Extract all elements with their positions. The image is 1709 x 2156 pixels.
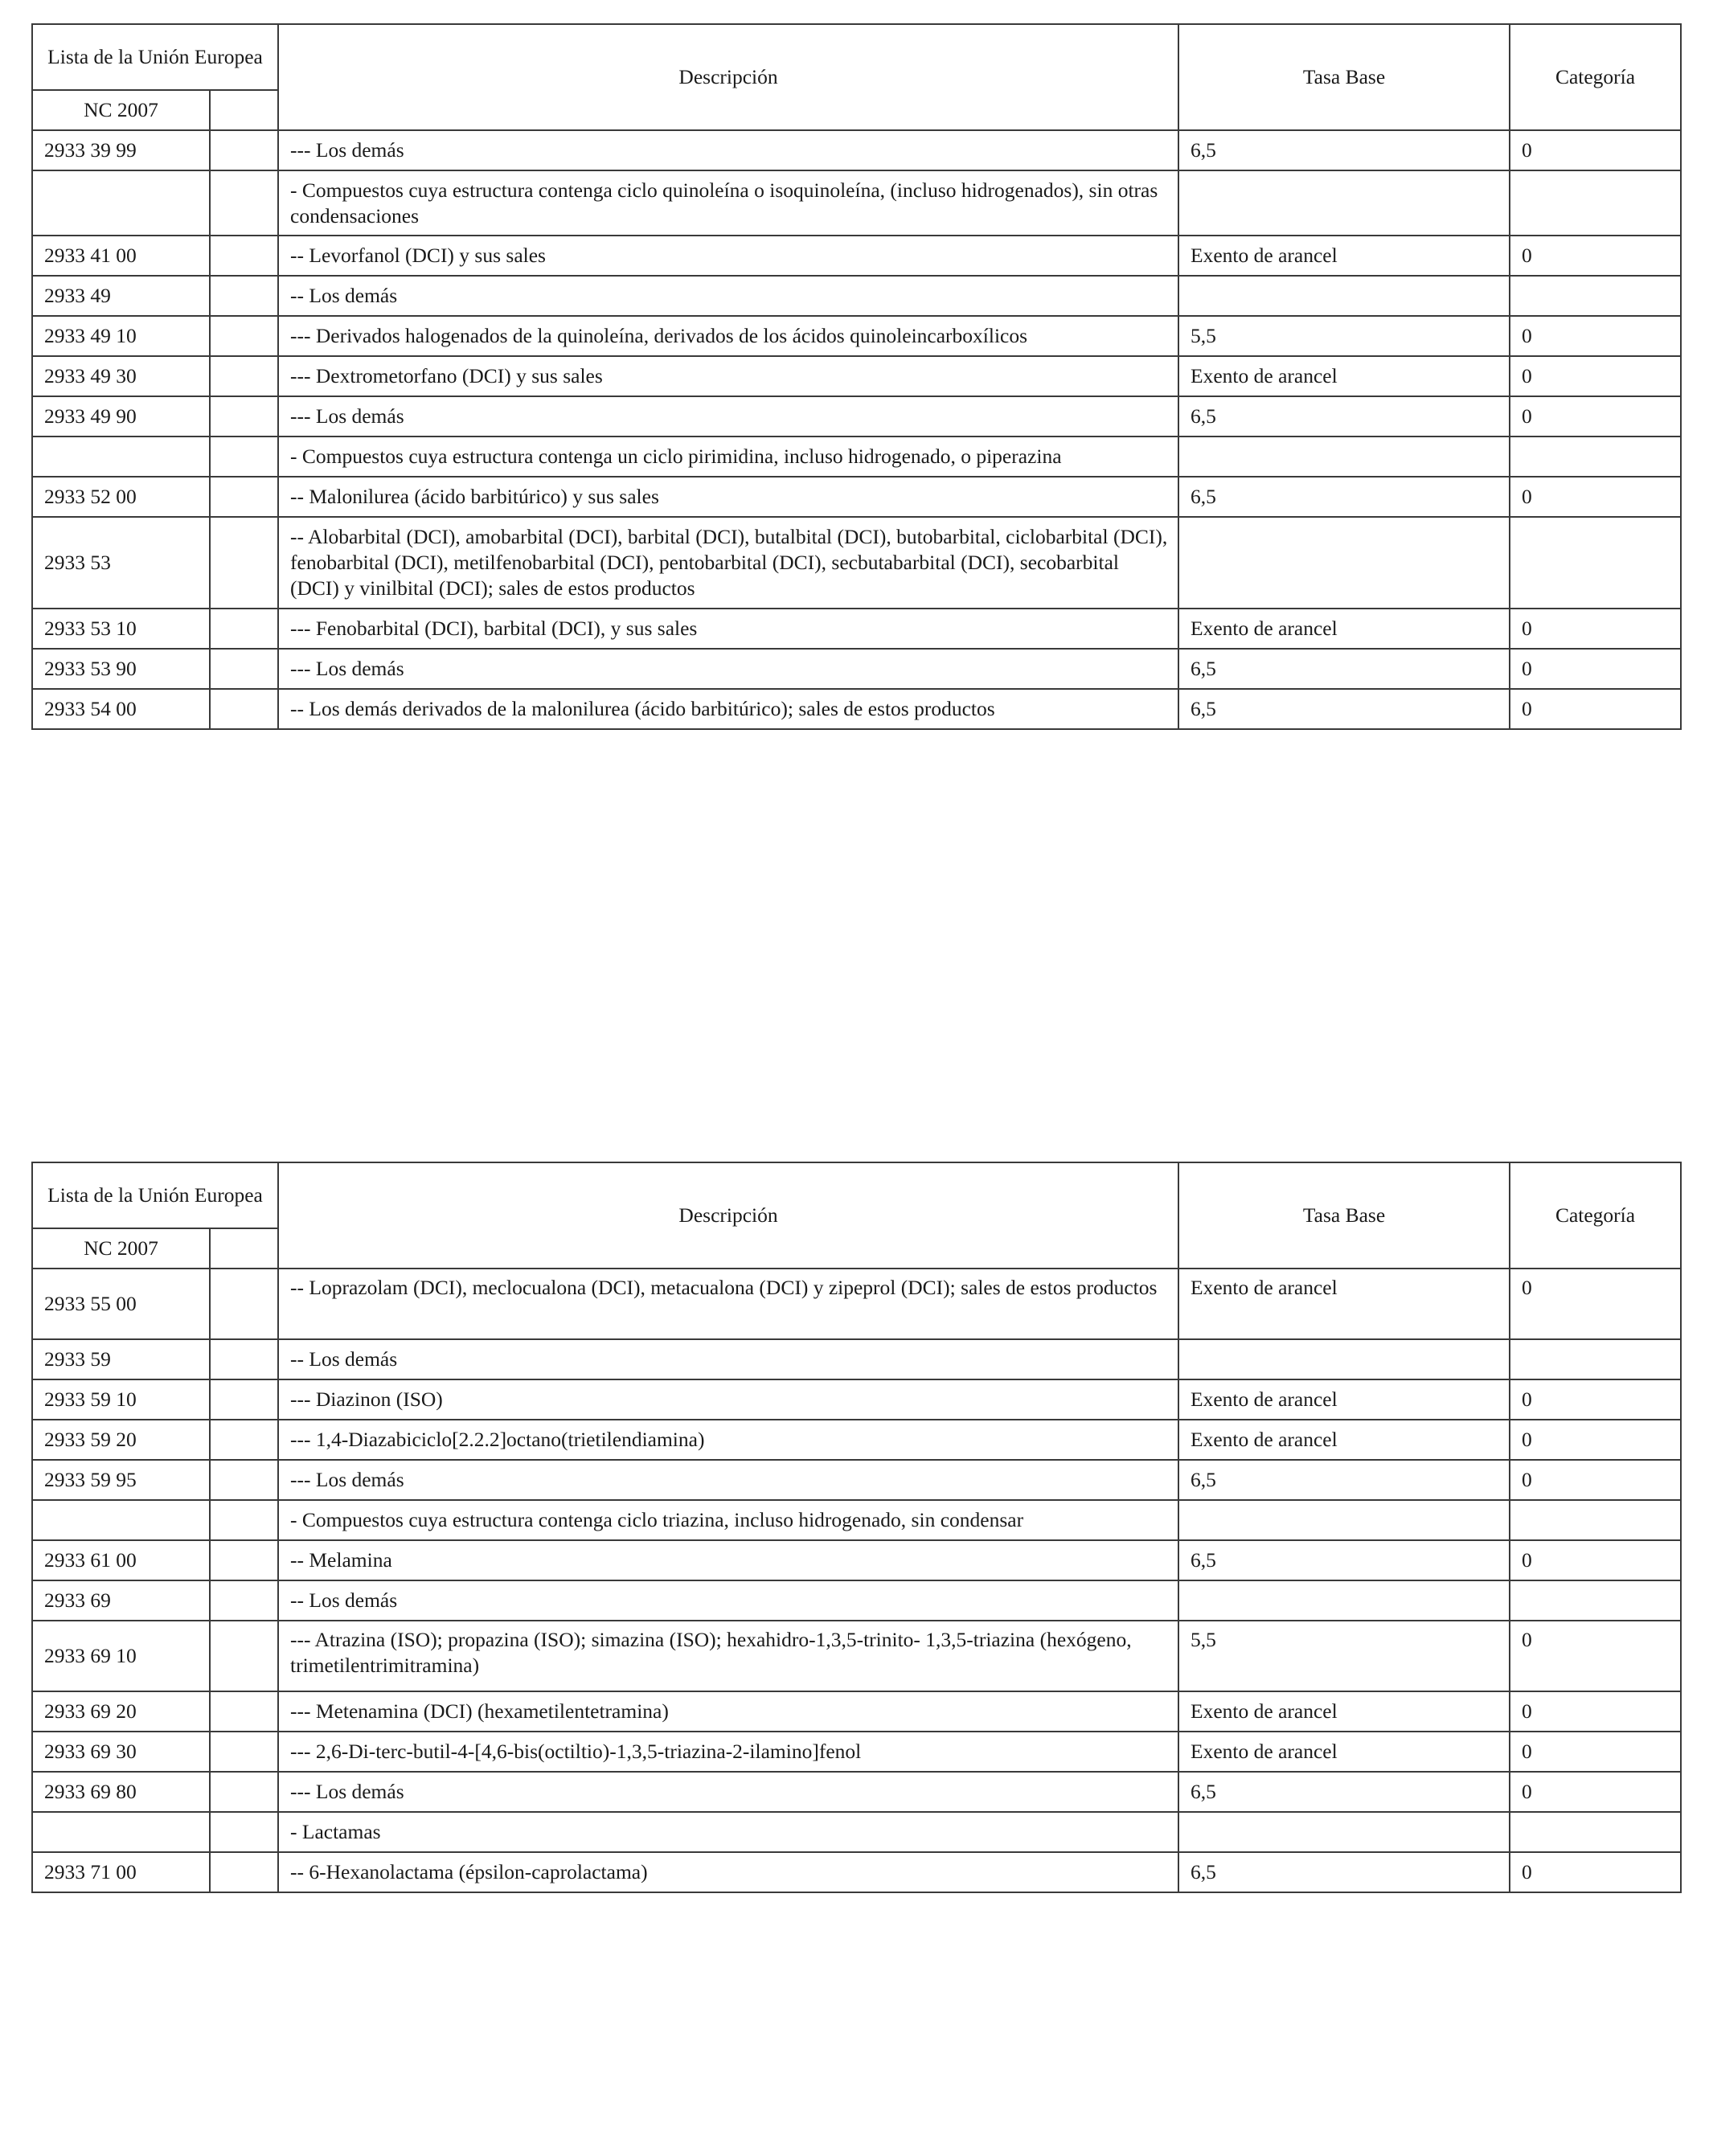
table-row xyxy=(32,170,1681,236)
base-rate-cell xyxy=(1178,1812,1510,1852)
category-cell xyxy=(1510,1580,1681,1621)
nc-code-cell: 2933 49 30 xyxy=(32,356,210,396)
header-blank-cell xyxy=(210,90,278,130)
description-cell: --- 1,4-Diazabiciclo[2.2.2]octano(trietilendiamina) xyxy=(278,1420,1178,1460)
table-row xyxy=(32,437,1681,477)
nc-code-cell: 2933 69 10 xyxy=(32,1621,210,1691)
table-row xyxy=(32,356,1681,396)
table-row xyxy=(32,1269,1681,1339)
category-cell: 0 xyxy=(1510,1540,1681,1580)
description-cell: --- Dextrometorfano (DCI) y sus sales xyxy=(278,356,1178,396)
category-cell: 0 xyxy=(1510,236,1681,276)
nc-code-cell: 2933 39 99 xyxy=(32,130,210,170)
description-cell: --- Los demás xyxy=(278,130,1178,170)
base-rate-cell: 6,5 xyxy=(1178,649,1510,689)
header-category: Categoría xyxy=(1510,24,1681,130)
blank-cell xyxy=(210,1812,278,1852)
header-nc-2007: NC 2007 xyxy=(32,90,210,130)
category-cell: 0 xyxy=(1510,649,1681,689)
nc-code-cell xyxy=(32,437,210,477)
category-cell xyxy=(1510,1812,1681,1852)
table-row xyxy=(32,517,1681,609)
blank-cell xyxy=(210,1691,278,1732)
category-cell: 0 xyxy=(1510,130,1681,170)
base-rate-cell xyxy=(1178,1500,1510,1540)
table-row xyxy=(32,396,1681,437)
table-row xyxy=(32,1420,1681,1460)
blank-cell xyxy=(210,1460,278,1500)
description-cell: --- Metenamina (DCI) (hexametilentetramina) xyxy=(278,1691,1178,1732)
nc-code-cell: 2933 53 xyxy=(32,517,210,609)
table-row xyxy=(32,609,1681,649)
header-base-rate: Tasa Base xyxy=(1178,24,1510,130)
description-cell: --- Los demás xyxy=(278,649,1178,689)
category-cell xyxy=(1510,1339,1681,1379)
category-cell: 0 xyxy=(1510,1379,1681,1420)
nc-code-cell: 2933 49 xyxy=(32,276,210,316)
table-row xyxy=(32,130,1681,170)
base-rate-cell: 5,5 xyxy=(1178,316,1510,356)
nc-code-cell: 2933 59 10 xyxy=(32,1379,210,1420)
nc-code-cell: 2933 59 20 xyxy=(32,1420,210,1460)
category-cell: 0 xyxy=(1510,1772,1681,1812)
nc-code-cell: 2933 53 10 xyxy=(32,609,210,649)
base-rate-cell: Exento de arancel xyxy=(1178,1379,1510,1420)
category-cell: 0 xyxy=(1510,1621,1681,1691)
base-rate-cell: Exento de arancel xyxy=(1178,1691,1510,1732)
base-rate-cell xyxy=(1178,170,1510,236)
base-rate-cell xyxy=(1178,276,1510,316)
description-cell: -- Melamina xyxy=(278,1540,1178,1580)
base-rate-cell: 5,5 xyxy=(1178,1621,1510,1691)
category-cell: 0 xyxy=(1510,1460,1681,1500)
header-nc-2007: NC 2007 xyxy=(32,1228,210,1269)
category-cell: 0 xyxy=(1510,689,1681,729)
base-rate-cell: Exento de arancel xyxy=(1178,236,1510,276)
header-description: Descripción xyxy=(278,24,1178,130)
description-cell: --- Los demás xyxy=(278,1460,1178,1500)
base-rate-cell: 6,5 xyxy=(1178,1540,1510,1580)
nc-code-cell: 2933 61 00 xyxy=(32,1540,210,1580)
header-blank-cell xyxy=(210,1228,278,1269)
base-rate-cell: Exento de arancel xyxy=(1178,609,1510,649)
base-rate-cell xyxy=(1178,517,1510,609)
blank-cell xyxy=(210,236,278,276)
base-rate-cell: Exento de arancel xyxy=(1178,1732,1510,1772)
table-row xyxy=(32,1621,1681,1691)
nc-code-cell xyxy=(32,1812,210,1852)
table-row xyxy=(32,477,1681,517)
base-rate-cell: 6,5 xyxy=(1178,477,1510,517)
description-cell: -- Los demás derivados de la malonilurea (ácido barbitúrico); sales de estos productos xyxy=(278,689,1178,729)
blank-cell xyxy=(210,609,278,649)
description-cell: - Lactamas xyxy=(278,1812,1178,1852)
base-rate-cell: Exento de arancel xyxy=(1178,1420,1510,1460)
base-rate-cell: Exento de arancel xyxy=(1178,356,1510,396)
nc-code-cell: 2933 69 xyxy=(32,1580,210,1621)
category-cell: 0 xyxy=(1510,1269,1681,1339)
blank-cell xyxy=(210,170,278,236)
category-cell: 0 xyxy=(1510,1852,1681,1892)
tariff-table-1 xyxy=(31,23,1682,730)
blank-cell xyxy=(210,396,278,437)
nc-code-cell: 2933 69 80 xyxy=(32,1772,210,1812)
blank-cell xyxy=(210,276,278,316)
nc-code-cell xyxy=(32,1500,210,1540)
description-cell: - Compuestos cuya estructura contenga ciclo triazina, incluso hidrogenado, sin condensar xyxy=(278,1500,1178,1540)
header-eu-list: Lista de la Unión Europea xyxy=(32,1162,278,1228)
description-cell: --- 2,6-Di-terc-butil-4-[4,6-bis(octiltio)-1,3,5-triazina-2-ilamino]fenol xyxy=(278,1732,1178,1772)
category-cell: 0 xyxy=(1510,1732,1681,1772)
table-row xyxy=(32,236,1681,276)
category-cell: 0 xyxy=(1510,316,1681,356)
description-cell: --- Diazinon (ISO) xyxy=(278,1379,1178,1420)
base-rate-cell: 6,5 xyxy=(1178,396,1510,437)
category-cell xyxy=(1510,1500,1681,1540)
blank-cell xyxy=(210,1500,278,1540)
blank-cell xyxy=(210,1621,278,1691)
blank-cell xyxy=(210,1420,278,1460)
table-row xyxy=(32,649,1681,689)
header-description: Descripción xyxy=(278,1162,1178,1269)
description-cell: - Compuestos cuya estructura contenga un ciclo pirimidina, incluso hidrogenado, o piperazina xyxy=(278,437,1178,477)
table-row xyxy=(32,689,1681,729)
nc-code-cell: 2933 71 00 xyxy=(32,1852,210,1892)
blank-cell xyxy=(210,316,278,356)
description-cell: --- Fenobarbital (DCI), barbital (DCI), y sus sales xyxy=(278,609,1178,649)
table-row xyxy=(32,1732,1681,1772)
blank-cell xyxy=(210,437,278,477)
description-cell: - Compuestos cuya estructura contenga ciclo quinoleína o isoquinoleína, (incluso hidrogenados), sin otras condensaciones xyxy=(278,170,1178,236)
category-cell xyxy=(1510,437,1681,477)
description-cell: -- Levorfanol (DCI) y sus sales xyxy=(278,236,1178,276)
tariff-table-2 xyxy=(31,1162,1682,1893)
table-row xyxy=(32,1339,1681,1379)
category-cell xyxy=(1510,276,1681,316)
table-row xyxy=(32,276,1681,316)
header-base-rate: Tasa Base xyxy=(1178,1162,1510,1269)
nc-code-cell: 2933 69 30 xyxy=(32,1732,210,1772)
description-cell: -- Malonilurea (ácido barbitúrico) y sus sales xyxy=(278,477,1178,517)
nc-code-cell: 2933 59 xyxy=(32,1339,210,1379)
description-cell: -- 6-Hexanolactama (épsilon-caprolactama) xyxy=(278,1852,1178,1892)
nc-code-cell: 2933 59 95 xyxy=(32,1460,210,1500)
description-cell: -- Los demás xyxy=(278,1580,1178,1621)
base-rate-cell xyxy=(1178,1339,1510,1379)
category-cell: 0 xyxy=(1510,356,1681,396)
description-cell: --- Derivados halogenados de la quinoleína, derivados de los ácidos quinoleincarboxílicos xyxy=(278,316,1178,356)
table-row xyxy=(32,1379,1681,1420)
table-row xyxy=(32,1580,1681,1621)
description-cell: -- Alobarbital (DCI), amobarbital (DCI), barbital (DCI), butalbital (DCI), butobarbital, ciclobarbital (DCI), fenobarbital (DCI), metilfenobarbital (DCI), pentobarbital (DCI), secbutabarbital (DCI), secobarbital (DCI) y vinilbital (DCI); sales de estos productos xyxy=(278,517,1178,609)
blank-cell xyxy=(210,1732,278,1772)
blank-cell xyxy=(210,689,278,729)
nc-code-cell: 2933 49 90 xyxy=(32,396,210,437)
blank-cell xyxy=(210,477,278,517)
category-cell: 0 xyxy=(1510,1420,1681,1460)
blank-cell xyxy=(210,1580,278,1621)
nc-code-cell: 2933 49 10 xyxy=(32,316,210,356)
base-rate-cell: 6,5 xyxy=(1178,130,1510,170)
category-cell xyxy=(1510,170,1681,236)
blank-cell xyxy=(210,1540,278,1580)
table-row xyxy=(32,1812,1681,1852)
blank-cell xyxy=(210,649,278,689)
base-rate-cell: 6,5 xyxy=(1178,1460,1510,1500)
nc-code-cell: 2933 69 20 xyxy=(32,1691,210,1732)
table-row xyxy=(32,1691,1681,1732)
table-row xyxy=(32,1540,1681,1580)
blank-cell xyxy=(210,1339,278,1379)
blank-cell xyxy=(210,1772,278,1812)
description-cell: --- Los demás xyxy=(278,1772,1178,1812)
nc-code-cell: 2933 41 00 xyxy=(32,236,210,276)
header-eu-list: Lista de la Unión Europea xyxy=(32,24,278,90)
nc-code-cell: 2933 53 90 xyxy=(32,649,210,689)
base-rate-cell: 6,5 xyxy=(1178,1852,1510,1892)
nc-code-cell: 2933 55 00 xyxy=(32,1269,210,1339)
blank-cell xyxy=(210,1269,278,1339)
base-rate-cell xyxy=(1178,437,1510,477)
blank-cell xyxy=(210,1379,278,1420)
nc-code-cell: 2933 54 00 xyxy=(32,689,210,729)
category-cell: 0 xyxy=(1510,609,1681,649)
description-cell: -- Los demás xyxy=(278,276,1178,316)
description-cell: -- Loprazolam (DCI), meclocualona (DCI), metacualona (DCI) y zipeprol (DCI); sales de estos productos xyxy=(278,1269,1178,1339)
nc-code-cell: 2933 52 00 xyxy=(32,477,210,517)
category-cell xyxy=(1510,517,1681,609)
blank-cell xyxy=(210,356,278,396)
category-cell: 0 xyxy=(1510,1691,1681,1732)
category-cell: 0 xyxy=(1510,396,1681,437)
base-rate-cell xyxy=(1178,1580,1510,1621)
base-rate-cell: Exento de arancel xyxy=(1178,1269,1510,1339)
blank-cell xyxy=(210,517,278,609)
table-row xyxy=(32,1460,1681,1500)
base-rate-cell: 6,5 xyxy=(1178,689,1510,729)
table-row xyxy=(32,316,1681,356)
description-cell: --- Los demás xyxy=(278,396,1178,437)
blank-cell xyxy=(210,1852,278,1892)
header-category: Categoría xyxy=(1510,1162,1681,1269)
blank-cell xyxy=(210,130,278,170)
table-row xyxy=(32,1852,1681,1892)
nc-code-cell xyxy=(32,170,210,236)
base-rate-cell: 6,5 xyxy=(1178,1772,1510,1812)
category-cell: 0 xyxy=(1510,477,1681,517)
table-row xyxy=(32,1500,1681,1540)
description-cell: --- Atrazina (ISO); propazina (ISO); simazina (ISO); hexahidro-1,3,5-trinito- 1,3,5-triazina (hexógeno, trimetilentrimitramina) xyxy=(278,1621,1178,1691)
table-row xyxy=(32,1772,1681,1812)
description-cell: -- Los demás xyxy=(278,1339,1178,1379)
